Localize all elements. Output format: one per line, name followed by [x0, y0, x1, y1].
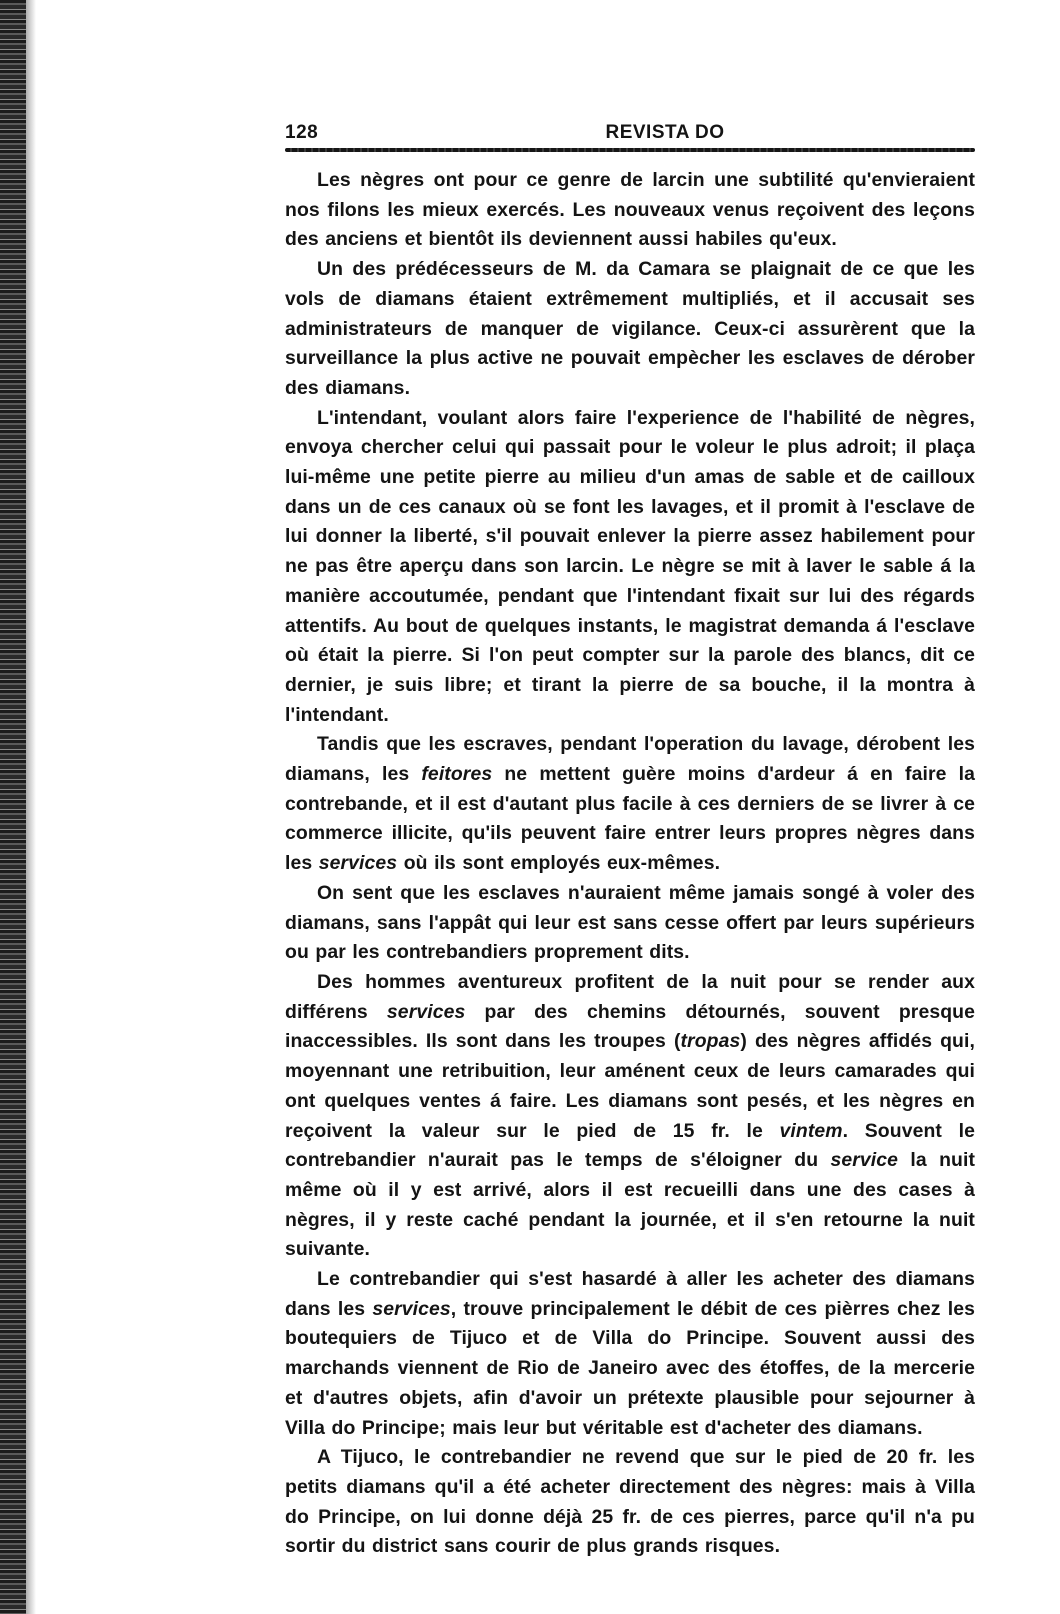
paragraph: Tandis que les escraves, pendant l'operation du lavage, dérobent les diamans, les feitores ne mettent guère moins d'ardeur á en faire la contrebande, et il est d'autant plus facile à ces derniers de se livrer à ce commerce illicite, qu'ils peuvent faire entrer leurs propres nègres dans les services où ils sont employés eux-mêmes. — [285, 733, 975, 875]
italic-term: tropas — [680, 1030, 741, 1053]
italic-term: feitores — [421, 763, 493, 786]
italic-term: service — [830, 1149, 899, 1172]
paragraph: Les nègres ont pour ce genre de larcin une subtilité qu'envieraient nos filons les mieux exercés. Les nouveaux venus reçoivent des leçons des anciens et bientôt ils deviennent aussi habiles qu'eux. — [285, 169, 975, 251]
paragraph: On sent que les esclaves n'auraient même jamais songé à voler des diamans, sans l'appât qui leur est sans cesse offert par leurs supérieurs ou par les contrebandiers proprement dits. — [285, 881, 975, 964]
page-number: 128 — [285, 122, 319, 143]
paragraph: L'intendant, voulant alors faire l'experience de l'habilité de nègres, envoya chercher celui qui passait pour le voleur le plus adroit; il plaça lui-même une petite pierre au milieu d'un amas de sable et de cailloux dans un de ces canaux où se font les lavages, et il promit à l'esclave de lui donner la liberté, s'il pouvait enlever la pierre assez habilement pour ne pas être aperçu dans son larcin. Le nègre se mit à laver le sable á la manière accoutumée, pendant que l'intendant fixait sur lui des régards attentifs. Au bout de quelques instants, le magistrat demanda á l'esclave où était la pierre. Si l'on peut compter sur la parole des blancs, dit ce dernier, je suis libre; et tirant la pierre de sa bouche, il la montra à l'intendant. — [285, 406, 975, 726]
paragraph: Des hommes aventureux profitent de la nuit pour se render aux différens services par des chemins détournés, souvent presque inaccessibles. Ils sont dans les troupes (tropas) des nègres affidés qui, moyennant une retribuition, leur aménent ceux de leurs camarades qui ont quelques ventes á faire. Les diamans sont pesés, et les nègres en reçoivent la valeur sur le pied de 15 fr. le vintem. Souvent le contrebandier n'aurait pas le temps de s'éloigner du service la nuit même où il y est arrivé, alors il est recueilli dans une des cases à nègres, il y reste caché pendant la journée, et il s'en retourne la nuit suivante. — [285, 970, 975, 1261]
italic-term: vintem — [779, 1119, 843, 1142]
journal-title: REVISTA DO — [605, 122, 725, 143]
body-text — [285, 166, 1005, 1562]
paragraph: A Tijuco, le contrebandier ne revend que sur le pied de 20 fr. les petits diamans qu'il a été acheter directement des nègres: mais à Villa do Principe, on lui donne déjà 25 fr. de ces pierres, parce qu'il n'a pu sortir du district sans courir de plus grands risques. — [285, 1446, 975, 1558]
book-page — [285, 118, 1005, 1562]
italic-term: services — [372, 1297, 451, 1320]
book-binding-edge — [0, 0, 26, 1614]
italic-term: services — [386, 1000, 466, 1023]
paragraph: Un des prédécesseurs de M. da Camara se plaignait de ce que les vols de diamans étaient extrêmement multipliés, et il accusait ses administrateurs de manquer de vigilance. Ceux-ci assurèrent que la surveillance la plus active ne pouvait empècher les esclaves de dérober des diamans. — [285, 258, 975, 399]
italic-term: services — [318, 852, 398, 875]
header-rule — [285, 148, 975, 152]
paragraph: Le contrebandier qui s'est hasardé à aller les acheter des diamans dans les services, trouve principalement le débit de ces pièrres chez les boutequiers de Tijuco et de Villa do Principe. Souvent aussi des marchands viennent de Rio de Janeiro avec des étoffes, de la mercerie et d'autres objets, afin d'avoir un prétexte plausible pour sejourner à Villa do Principe; mais leur but véritable est d'acheter des diamans. — [285, 1268, 975, 1439]
running-head — [285, 118, 1005, 152]
